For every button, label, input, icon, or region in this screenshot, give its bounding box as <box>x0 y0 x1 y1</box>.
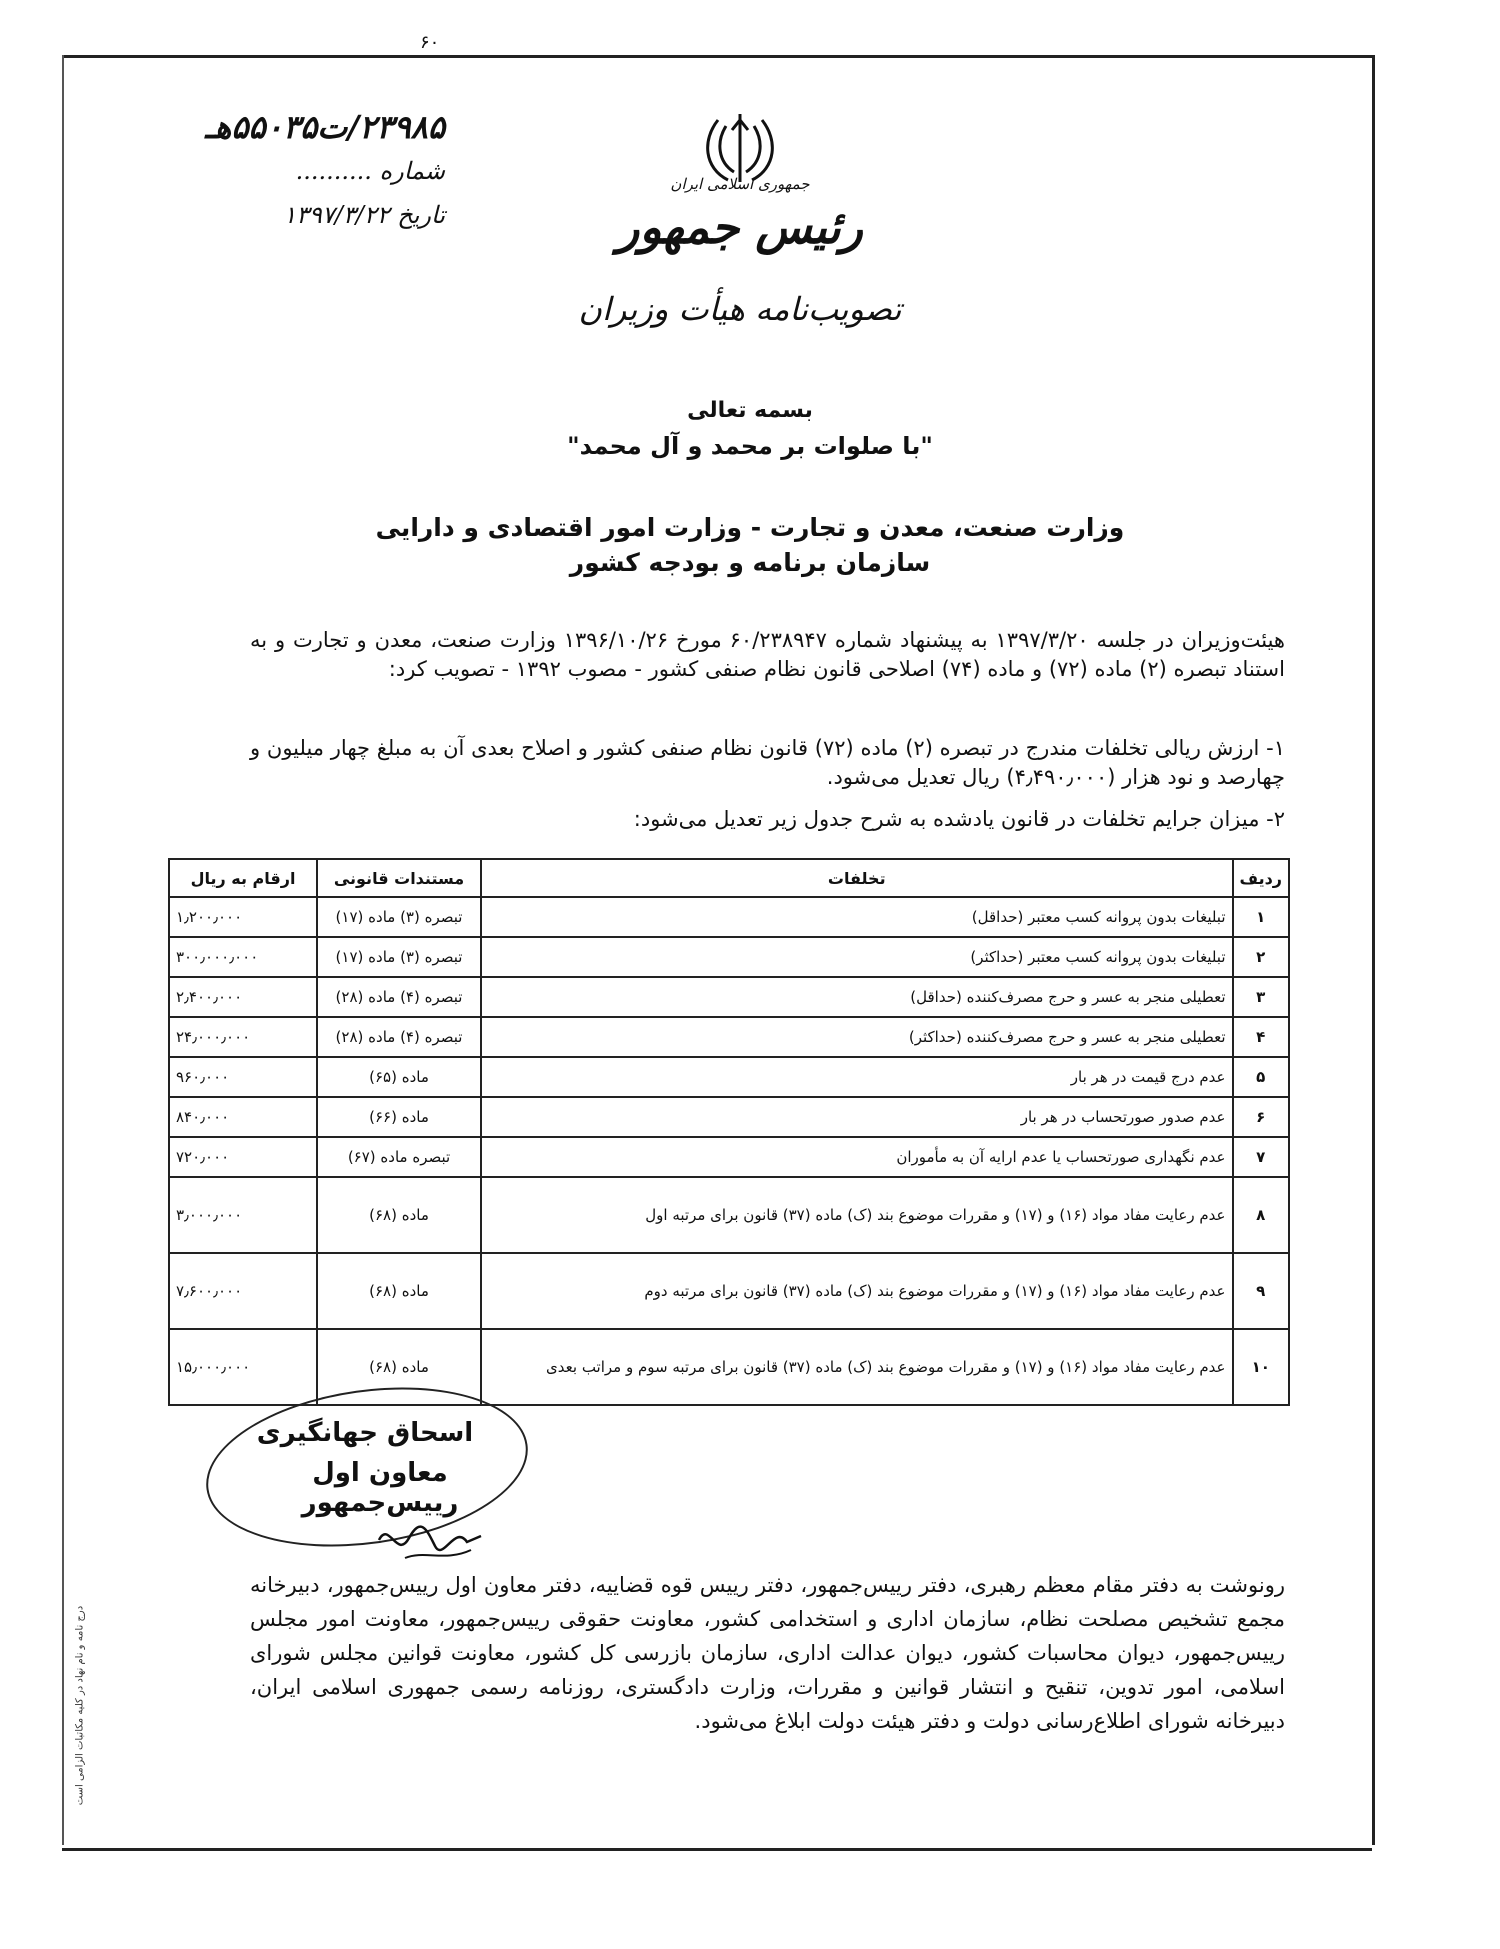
violation: تبلیغات بدون پروانه کسب معتبر (حداکثر) <box>481 937 1233 977</box>
fine-amount: ۳٫۰۰۰٫۰۰۰ <box>169 1177 317 1253</box>
violation: عدم رعایت مفاد مواد (۱۶) و (۱۷) و مقررات موضوع بند (ک) ماده (۳۷) قانون برای مرتبه اول <box>481 1177 1233 1253</box>
col-header-violation: تخلفات <box>481 859 1233 897</box>
col-header-row: ردیف <box>1233 859 1289 897</box>
table-row <box>169 937 1289 977</box>
col-header-amount: ارقام به ریال <box>169 859 317 897</box>
row-number: ۱ <box>1233 897 1289 937</box>
invocation-line-1: بسمه تعالی <box>687 398 813 423</box>
page-border-top <box>62 55 1372 58</box>
decree-item-1: ۱- ارزش ریالی تخلفات مندرج در تبصره (۲) ماده (۷۲) قانون نظام صنفی کشور و اصلاح بعدی آن به مبلغ چهار میلیون و چهارصد و نود هزار (۴٫۴۹۰٫۰۰۰) ریال تعدیل می‌شود. <box>250 736 1285 789</box>
letter-number: ۲۳۹۸۵/ت۵۵۰۳۵هـ <box>205 108 445 146</box>
decree-item-2: ۲- میزان جرایم تخلفات در قانون یادشده به شرح جدول زیر تعدیل می‌شود: <box>633 807 1285 831</box>
fine-amount: ۲۴٫۰۰۰٫۰۰۰ <box>169 1017 317 1057</box>
fine-amount: ۹۶۰٫۰۰۰ <box>169 1057 317 1097</box>
margin-side-note: درج نامه و نام نهاد در کلیه مکاتبات الزامی است <box>74 1605 86 1806</box>
recipients-line-1: وزارت صنعت، معدن و تجارت - وزارت امور اقتصادی و دارایی <box>375 513 1125 542</box>
table-row <box>169 1177 1289 1253</box>
row-number: ۲ <box>1233 937 1289 977</box>
recipients-line-2: سازمان برنامه و بودجه کشور <box>569 548 931 577</box>
row-number: ۶ <box>1233 1097 1289 1137</box>
row-number: ۴ <box>1233 1017 1289 1057</box>
fine-amount: ۱۵٫۰۰۰٫۰۰۰ <box>169 1329 317 1405</box>
legal-basis: تبصره (۳) ماده (۱۷) <box>317 897 481 937</box>
decree-intro: هیئت‌وزیران در جلسه ۱۳۹۷/۳/۲۰ به پیشنهاد شماره ۶۰/۲۳۸۹۴۷ مورخ ۱۳۹۶/۱۰/۲۶ وزارت صنعت، معدن و تجارت و به استناد تبصره (۲) ماده (۷۲) و ماده (۷۴) اصلاحی قانون نظام صنفی کشور - مصوب ۱۳۹۲ - تصویب کرد: <box>250 628 1285 681</box>
violation: عدم نگهداری صورتحساب یا عدم ارایه آن به مأموران <box>481 1137 1233 1177</box>
col-header-legal: مستندات قانونی <box>317 859 481 897</box>
row-number: ۵ <box>1233 1057 1289 1097</box>
page-border-right <box>1372 55 1375 1845</box>
copies-distribution: رونوشت به دفتر مقام معظم رهبری، دفتر رییس‌جمهور، دفتر رییس قوه قضاییه، دفتر معاون اول رییس‌جمهور، دبیرخانه مجمع تشخیص مصلحت نظام، سازمان اداری و استخدامی کشور، معاونت حقوقی رییس‌جمهور، معاونت امور مجلس رییس‌جمهور، دیوان محاسبات کشور، دیوان عدالت اداری، سازمان بازرسی کل کشور، معاونت قوانین مجلس شورای اسلامی، امور تدوین، تنقیح و انتشار قوانین و مقررات، وزارت دادگستری، روزنامه رسمی جمهوری اسلامی ایران، دبیرخانه شورای اطلاع‌رسانی دولت و دفتر هیئت دولت ابلاغ می‌شود. <box>250 1573 1285 1733</box>
violation: عدم رعایت مفاد مواد (۱۶) و (۱۷) و مقررات موضوع بند (ک) ماده (۳۷) قانون برای مرتبه سوم و مراتب بعدی <box>481 1329 1233 1405</box>
signatory-title: معاون اول رییس‌جمهور <box>301 1458 459 1518</box>
row-number: ۹ <box>1233 1253 1289 1329</box>
fine-amount: ۱٫۲۰۰٫۰۰۰ <box>169 897 317 937</box>
signatory-name: اسحاق جهانگیری <box>256 1418 474 1448</box>
fine-amount: ۷٫۶۰۰٫۰۰۰ <box>169 1253 317 1329</box>
row-number: ۱۰ <box>1233 1329 1289 1405</box>
office-title: رئیس جمهور <box>617 200 863 254</box>
page-top-mark: ۶۰ <box>420 32 440 53</box>
row-number: ۸ <box>1233 1177 1289 1253</box>
fine-amount: ۲٫۴۰۰٫۰۰۰ <box>169 977 317 1017</box>
legal-basis: ماده (۶۸) <box>317 1177 481 1253</box>
page-border-bottom <box>62 1848 1372 1851</box>
fine-amount: ۳۰۰٫۰۰۰٫۰۰۰ <box>169 937 317 977</box>
row-number: ۷ <box>1233 1137 1289 1177</box>
violation: عدم درج قیمت در هر بار <box>481 1057 1233 1097</box>
legal-basis: ماده (۶۵) <box>317 1057 481 1097</box>
fines-table <box>168 858 1290 1406</box>
table-row <box>169 897 1289 937</box>
legal-basis: تبصره ماده (۶۷) <box>317 1137 481 1177</box>
violation: تعطیلی منجر به عسر و حرج مصرف‌کننده (حداقل) <box>481 977 1233 1017</box>
legal-basis: ماده (۶۶) <box>317 1097 481 1137</box>
letter-reference-block <box>145 105 445 237</box>
table-row <box>169 1097 1289 1137</box>
letter-number-label: شماره .......... <box>295 157 445 185</box>
fine-amount: ۸۴۰٫۰۰۰ <box>169 1097 317 1137</box>
violation: تبلیغات بدون پروانه کسب معتبر (حداقل) <box>481 897 1233 937</box>
legal-basis: تبصره (۳) ماده (۱۷) <box>317 937 481 977</box>
legal-basis: تبصره (۴) ماده (۲۸) <box>317 1017 481 1057</box>
violation: تعطیلی منجر به عسر و حرج مصرف‌کننده (حداکثر) <box>481 1017 1233 1057</box>
legal-basis: تبصره (۴) ماده (۲۸) <box>317 977 481 1017</box>
table-row <box>169 1253 1289 1329</box>
legal-basis: ماده (۶۸) <box>317 1329 481 1405</box>
table-row <box>169 977 1289 1017</box>
table-row <box>169 1017 1289 1057</box>
row-number: ۳ <box>1233 977 1289 1017</box>
fine-amount: ۷۲۰٫۰۰۰ <box>169 1137 317 1177</box>
page-border-left <box>62 55 64 1845</box>
handwritten-signature-icon <box>375 1500 485 1570</box>
letter-date: تاریخ ۱۳۹۷/۳/۲۲ <box>283 201 445 229</box>
table-header-row <box>169 859 1289 897</box>
table-row <box>169 1137 1289 1177</box>
violation: عدم رعایت مفاد مواد (۱۶) و (۱۷) و مقررات موضوع بند (ک) ماده (۳۷) قانون برای مرتبه دوم <box>481 1253 1233 1329</box>
document-type: تصویب‌نامه هیأت وزیران <box>578 290 902 328</box>
invocation-line-2: "با صلوات بر محمد و آل محمد" <box>567 432 933 460</box>
violation: عدم صدور صورتحساب در هر بار <box>481 1097 1233 1137</box>
table-row <box>169 1057 1289 1097</box>
country-name: جمهوری اسلامی ایران <box>670 175 810 193</box>
legal-basis: ماده (۶۸) <box>317 1253 481 1329</box>
